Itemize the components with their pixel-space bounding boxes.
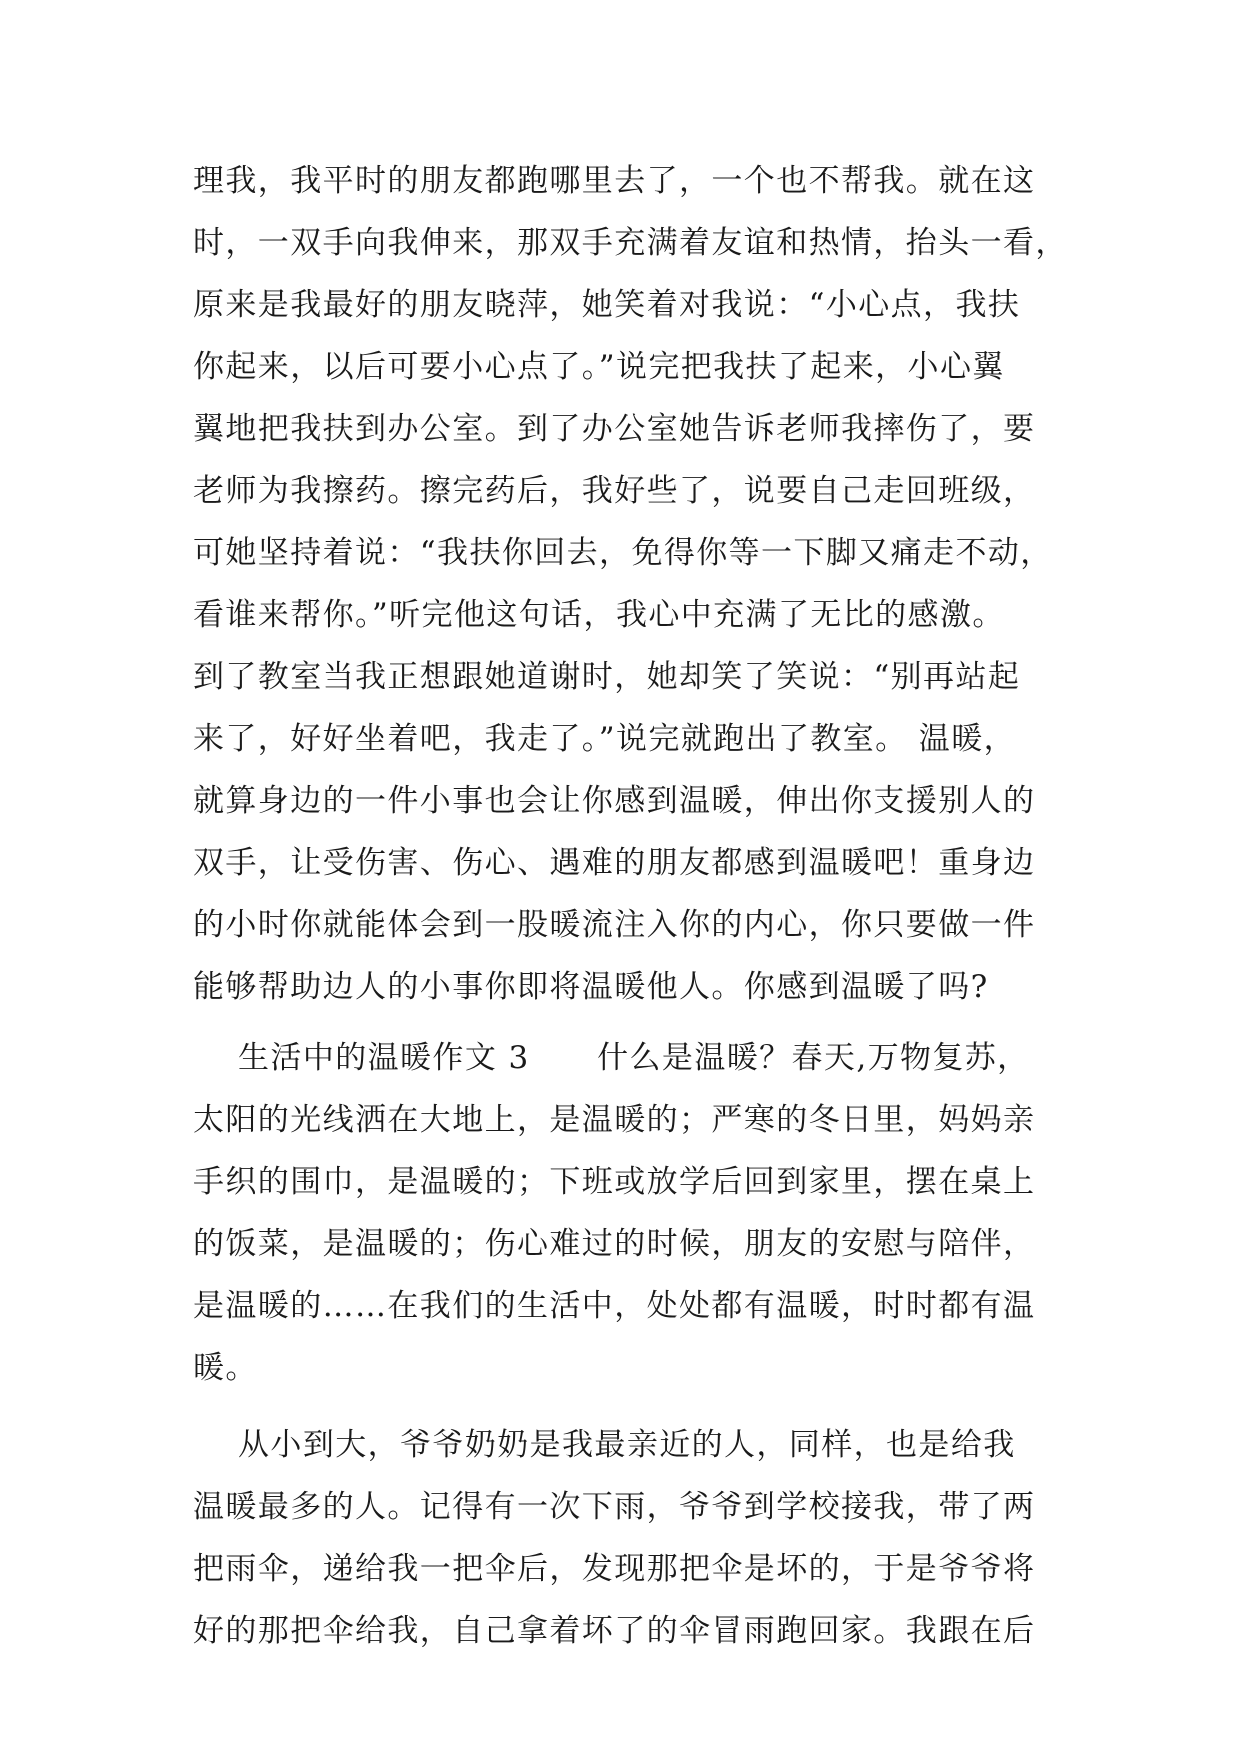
paragraph-start-line: 从小到大，爷爷奶奶是我最亲近的人，同样，也是给我 (193, 1427, 1016, 1463)
text-line: 理我，我平时的朋友都跑哪里去了，一个也不帮我。就在这 (193, 163, 1036, 199)
text-line: 可她坚持着说：“我扶你回去，免得你等一下脚又痛走不动， (193, 535, 1053, 571)
text-line: 翼地把我扶到办公室。到了办公室她告诉老师我摔伤了，要 (193, 411, 1036, 447)
text-line: 好的那把伞给我，自己拿着坏了的伞冒雨跑回家。我跟在后 (193, 1613, 1036, 1649)
text-line: 时，一双手向我伸来，那双手充满着友谊和热情，抬头一看， (193, 225, 1068, 261)
text-line: 原来是我最好的朋友晓萍，她笑着对我说：“小心点，我扶 (193, 287, 1021, 323)
text-line: 你起来，以后可要小心点了。”说完把我扶了起来，小心翼 (193, 349, 1005, 385)
text-line: 到了教室当我正想跟她道谢时，她却笑了笑说：“别再站起 (193, 659, 1021, 695)
text-line: 暖。 (193, 1350, 258, 1386)
text-line: 就算身边的一件小事也会让你感到温暖，伸出你支援别人的 (193, 783, 1036, 819)
text-line: 的饭菜，是温暖的；伤心难过的时候，朋友的安慰与陪伴， (193, 1226, 1036, 1262)
text-line: 双手，让受伤害、伤心、遇难的朋友都感到温暖吧！重身边 (193, 845, 1036, 881)
text-line: 看谁来帮你。”听完他这句话，我心中充满了无比的感激。 (193, 597, 1005, 633)
text-line: 把雨伞，递给我一把伞后，发现那把伞是坏的，于是爷爷将 (193, 1551, 1036, 1587)
text-line: 手织的围巾，是温暖的；下班或放学后回到家里，摆在桌上 (193, 1164, 1036, 1200)
text-line: 的小时你就能体会到一股暖流注入你的内心，你只要做一件 (193, 907, 1036, 943)
text-line: 是温暖的……在我们的生活中，处处都有温暖，时时都有温 (193, 1288, 1036, 1324)
text-line: 老师为我擦药。擦完药后，我好些了，说要自己走回班级， (193, 473, 1036, 509)
text-line: 来了，好好坐着吧，我走了。”说完就跑出了教室。 温暖， (193, 721, 1016, 757)
section-heading-line: 生活中的温暖作文 3 什么是温暖？春天,万物复苏， (193, 1040, 1030, 1076)
text-line: 能够帮助边人的小事你即将温暖他人。你感到温暖了吗? (193, 969, 989, 1005)
text-line: 温暖最多的人。记得有一次下雨，爷爷到学校接我，带了两 (193, 1489, 1036, 1525)
text-line: 太阳的光线洒在大地上，是温暖的；严寒的冬日里，妈妈亲 (193, 1102, 1036, 1138)
